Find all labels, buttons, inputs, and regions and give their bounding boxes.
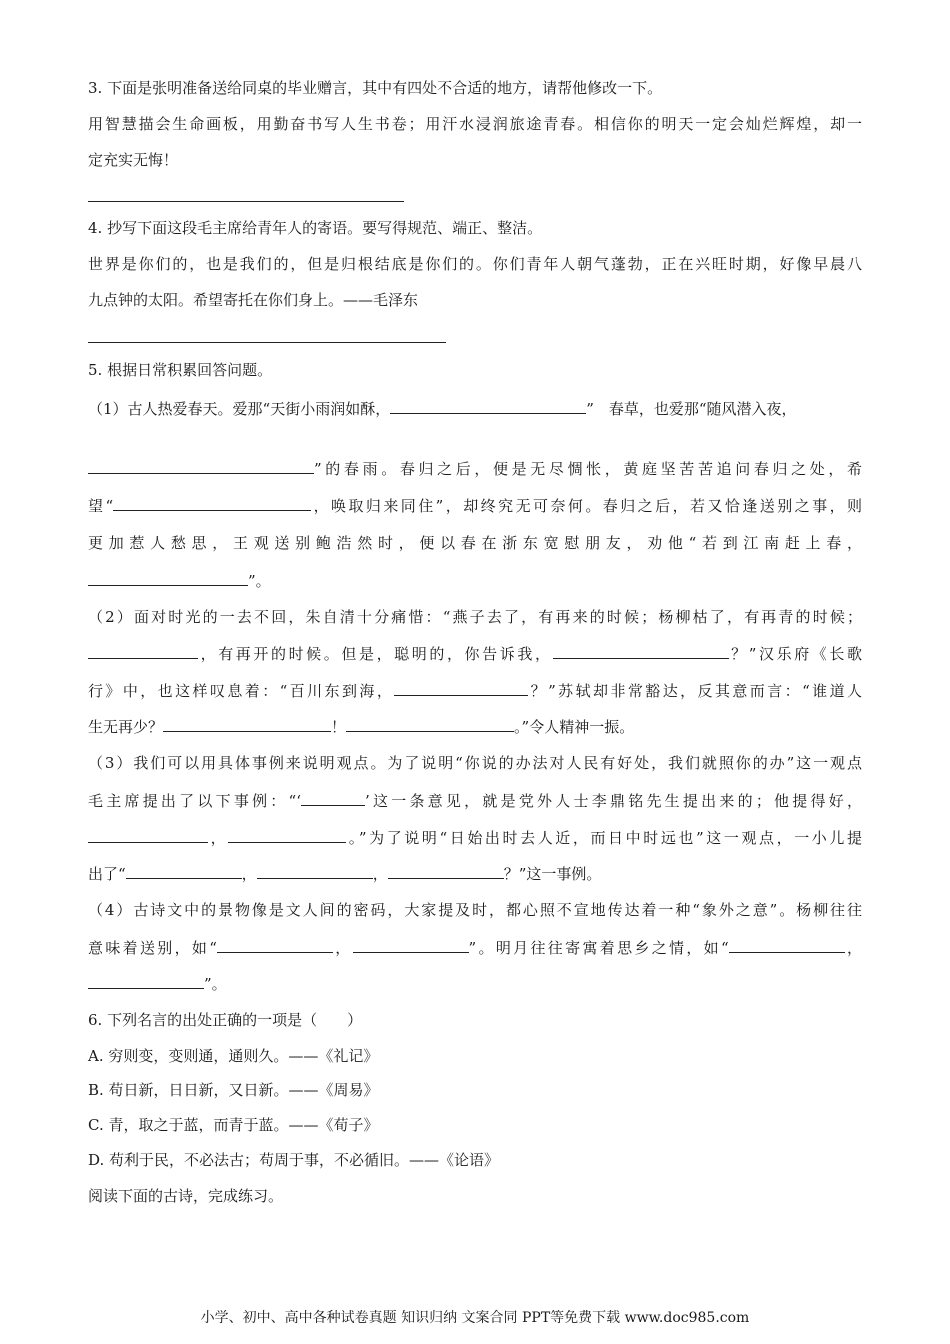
q5-p4-text: 意味着送别，如“	[88, 939, 217, 957]
q5-p2-blank-5[interactable]	[346, 716, 514, 732]
q5-p2-line-2	[88, 643, 862, 664]
q5-p3-blank-3[interactable]	[228, 827, 346, 843]
q5-p1-text: ”。	[248, 572, 271, 590]
q5-p3-text: ，	[241, 865, 257, 883]
q5-p3-blank-2[interactable]	[88, 827, 208, 843]
q5-p4-line-3	[88, 973, 227, 994]
q5-p1-text: （1）古人热爱春天。爱那“天街小雨润如酥，	[88, 400, 391, 418]
q5-p4-blank-4[interactable]	[88, 973, 204, 989]
q3-title: 3. 下面是张明准备送给同桌的毕业赠言，其中有四处不合适的地方，请帮他修改一下。	[88, 79, 663, 97]
q5-p3-text: 。”为了说明“日始出时去人近，而日中时远也”这一观点，一小儿提	[346, 829, 862, 847]
q5-p4-text: ”。	[204, 975, 227, 993]
q5-p2-text: ，有再开的时候。但是，聪明的，你告诉我，	[198, 645, 553, 663]
q5-p1-line-2	[88, 458, 862, 479]
q5-p4-blank-1[interactable]	[217, 937, 333, 953]
q5-p2-text: ？”汉乐府《长歌	[728, 645, 862, 663]
q5-p2-line-4	[88, 716, 634, 737]
q5-p1-blank-3[interactable]	[113, 495, 311, 511]
q5-p1-text: ”的春雨。春归之后，便是无尽惆怅，黄庭坚苦苦追问春归之处，希	[314, 460, 862, 478]
q5-p3-text: 毛主席提出了以下事例：“‘	[88, 792, 301, 810]
q5-p4-text: ，	[332, 939, 353, 957]
page-footer: 小学、初中、高中各种试卷真题 知识归纳 文案合同 PPT等免费下载 www.doc985.com	[200, 1310, 750, 1326]
q6-option-b[interactable]: B. 苟日新，日日新，又日新。——《周易》	[88, 1081, 379, 1099]
q5-p3-text: ’这一条意见，就是党外人士李鼎铭先生提出来的；他提得好，	[364, 792, 862, 810]
q5-p3-line-4	[88, 863, 601, 884]
q5-p2-line-1: （2）面对时光的一去不回，朱自清十分痛惜：“燕子去了，有再来的时候；杨柳枯了，有再青的时候；	[88, 608, 862, 626]
q4-text-line-1: 世界是你们的，也是我们的，但是归根结底是你们的。你们青年人朝气蓬勃，正在兴旺时期，好像早晨八	[88, 255, 862, 273]
q5-p3-blank-1[interactable]	[301, 790, 365, 806]
q5-p4-text: ”。明月往往寄寓着思乡之情，如“	[468, 939, 729, 957]
q5-p3-line-2	[88, 790, 862, 811]
q5-p2-blank-3[interactable]	[394, 680, 528, 696]
q5-p1-text: ，唤取归来同住”，却终究无可奈何。春归之后，若又恰逢送别之事，则	[311, 497, 863, 515]
q5-p1-text: 望“	[88, 497, 114, 515]
q5-p3-text: 出了“	[88, 865, 126, 883]
q5-p1-line-1	[88, 398, 797, 419]
q5-p4-blank-3[interactable]	[729, 937, 845, 953]
q5-p1-text: ” 春草，也爱那“随风潜入夜，	[586, 400, 797, 418]
q5-p4-line-2	[88, 937, 862, 958]
q5-p2-text: 生无再少？	[88, 718, 164, 736]
q5-p1-blank-1[interactable]	[390, 398, 586, 414]
q3-text-line-1: 用智慧描会生命画板，用勤奋书写人生书卷；用汗水浸润旅途青春。相信你的明天一定会灿烂辉煌，却一	[88, 115, 862, 133]
q5-p2-blank-2[interactable]	[553, 643, 729, 659]
q5-p3-blank-4[interactable]	[126, 863, 242, 879]
q5-p3-text: ？”这一事例。	[503, 865, 602, 883]
q5-p3-line-1: （3）我们可以用具体事例来说明观点。为了说明“你说的办法对人民有好处，我们就照你的办”这一观点	[88, 754, 862, 772]
q5-p1-line-4: 更加惹人愁思，王观送别鲍浩然时，便以春在浙东宽慰朋友，劝他“若到江南赶上春，	[88, 534, 862, 552]
q5-p3-blank-6[interactable]	[388, 863, 504, 879]
q5-p2-text: 。”令人精神一振。	[514, 718, 635, 736]
q5-p2-blank-4[interactable]	[163, 716, 331, 732]
q5-p4-blank-2[interactable]	[353, 937, 469, 953]
q4-title: 4. 抄写下面这段毛主席给青年人的寄语。要写得规范、端正、整洁。	[88, 219, 543, 237]
q5-p2-blank-1[interactable]	[88, 643, 198, 659]
q5-p4-line-1: （4）古诗文中的景物像是文人间的密码，大家提及时，都心照不宣地传达着一种“象外之意”。杨柳往往	[88, 901, 862, 919]
q5-p2-text: 行》中，也这样叹息着：“百川东到海，	[88, 682, 395, 700]
q4-answer-line[interactable]	[88, 342, 446, 343]
q5-p3-text: ，	[372, 865, 388, 883]
q6-option-c[interactable]: C. 青，取之于蓝，而青于蓝。——《荀子》	[88, 1116, 379, 1134]
q6-option-d[interactable]: D. 苟利于民，不必法古；苟周于事，不必循旧。——《论语》	[88, 1151, 500, 1169]
q3-answer-line[interactable]	[88, 201, 404, 202]
q5-p2-text: ！	[331, 718, 347, 736]
q6-title: 6. 下列名言的出处正确的一项是（ ）	[88, 1011, 363, 1029]
q5-p3-text: ，	[208, 829, 229, 847]
q5-p1-blank-4[interactable]	[88, 570, 248, 586]
q5-p1-line-5	[88, 570, 271, 591]
q5-p2-text: ？”苏轼却非常豁达，反其意而言：“谁道人	[528, 682, 863, 700]
q5-p4-text: ，	[844, 939, 862, 957]
q4-text-line-2: 九点钟的太阳。希望寄托在你们身上。——毛泽东	[88, 291, 419, 309]
q5-p2-line-3	[88, 680, 862, 701]
reading-instruction: 阅读下面的古诗，完成练习。	[88, 1187, 284, 1205]
q3-text-line-2: 定充实无悔！	[88, 151, 179, 169]
q5-p1-blank-2[interactable]	[88, 458, 314, 474]
q5-title: 5. 根据日常积累回答问题。	[88, 361, 273, 379]
q5-p3-line-3	[88, 827, 862, 848]
q5-p1-line-3	[88, 495, 862, 516]
q6-option-a[interactable]: A. 穷则变，变则通，通则久。——《礼记》	[88, 1047, 379, 1065]
q5-p3-blank-5[interactable]	[257, 863, 373, 879]
